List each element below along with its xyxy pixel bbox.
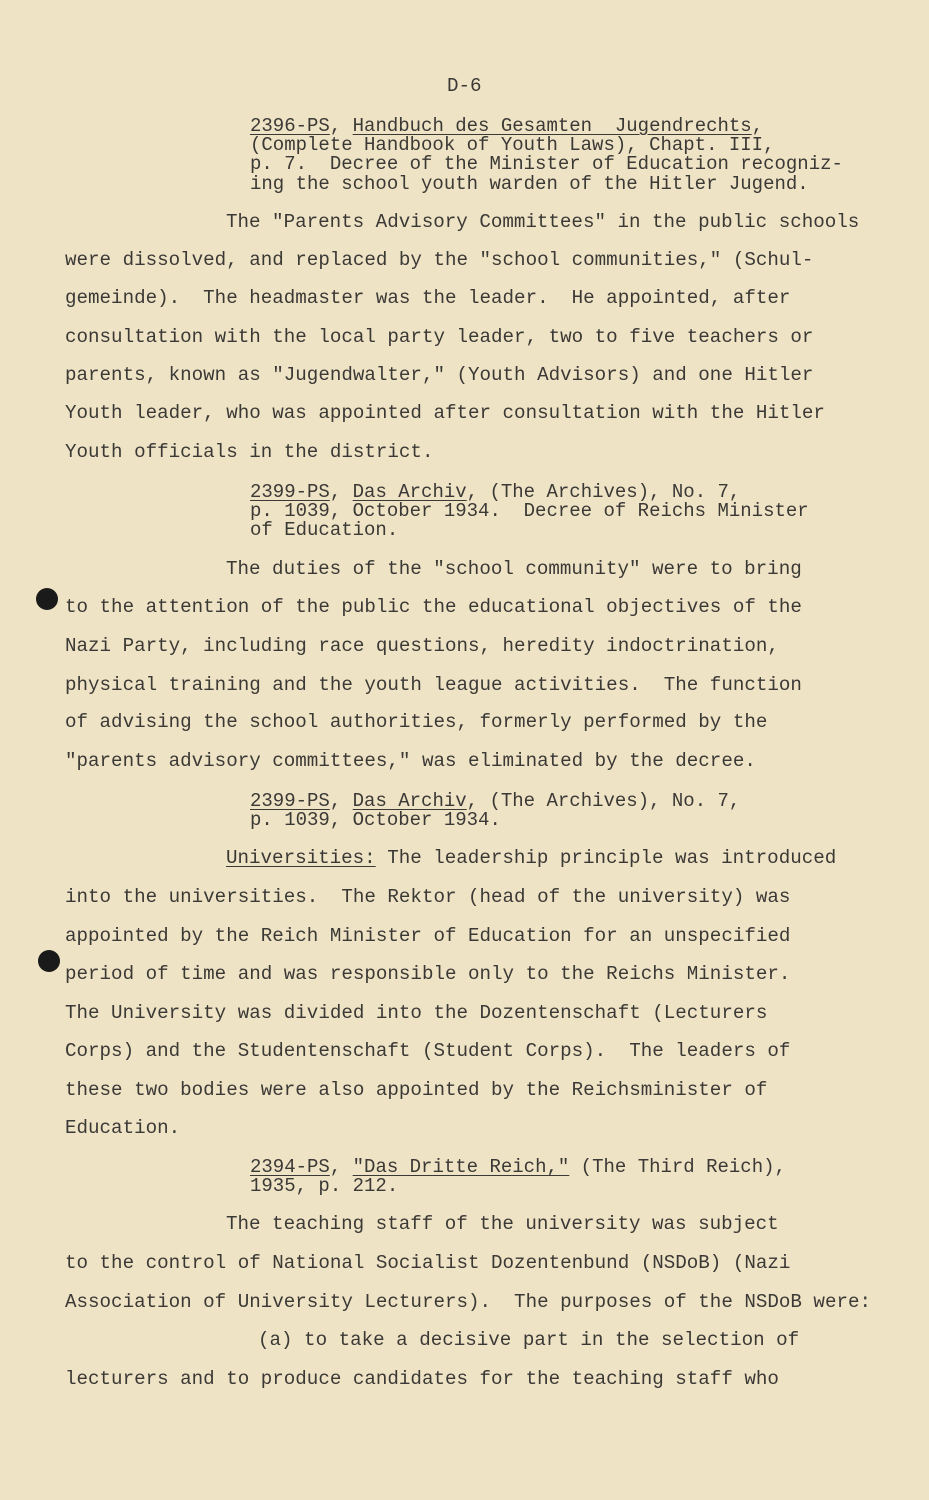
body-line: lecturers and to produce candidates for the teaching staff who bbox=[65, 1368, 779, 1390]
page-number: D-6 bbox=[447, 75, 482, 97]
body-line: (a) to take a decisive part in the selection of bbox=[258, 1329, 800, 1351]
citation-line: 2396-PS, Handbuch des Gesamten Jugendrechts, bbox=[250, 115, 764, 137]
body-line: "parents advisory committees," was eliminated by the decree. bbox=[65, 750, 756, 772]
body-line: consultation with the local party leader, two to five teachers or bbox=[65, 326, 814, 348]
body-line: Youth leader, who was appointed after consultation with the Hitler bbox=[65, 402, 825, 424]
punch-hole bbox=[38, 950, 60, 972]
body-line: Corps) and the Studentenschaft (Student Corps). The leaders of bbox=[65, 1040, 791, 1062]
body-line: The "Parents Advisory Committees" in the public schools bbox=[226, 211, 860, 233]
citation-line: p. 7. Decree of the Minister of Education recogniz- bbox=[250, 153, 843, 175]
body-line: these two bodies were also appointed by the Reichsminister of bbox=[65, 1079, 768, 1101]
citation-text: , (The Archives), No. 7, bbox=[466, 481, 741, 503]
body-line: The duties of the "school community" were to bring bbox=[226, 558, 802, 580]
body-line: Youth officials in the district. bbox=[65, 441, 434, 463]
body-line: Nazi Party, including race questions, heredity indoctrination, bbox=[65, 635, 779, 657]
citation-title: Das Archiv bbox=[352, 790, 467, 812]
body-line: to the attention of the public the educational objectives of the bbox=[65, 596, 802, 618]
body-line: parents, known as "Jugendwalter," (Youth Advisors) and one Hitler bbox=[65, 364, 814, 386]
citation-line: 1935, p. 212. bbox=[250, 1175, 399, 1197]
body-line: period of time and was responsible only to the Reichs Minister. bbox=[65, 963, 791, 985]
body-line: of advising the school authorities, formerly performed by the bbox=[65, 711, 768, 733]
section-heading: Universities: bbox=[226, 847, 376, 869]
body-line: Education. bbox=[65, 1117, 181, 1139]
citation-text: , (The Archives), No. 7, bbox=[466, 790, 741, 812]
citation-line: p. 1039, October 1934. Decree of Reichs Minister bbox=[250, 500, 809, 522]
citation-ref: 2399-PS bbox=[250, 481, 330, 503]
body-line bbox=[226, 848, 836, 868]
body-line: into the universities. The Rektor (head of the university) was bbox=[65, 886, 791, 908]
punch-hole bbox=[36, 588, 58, 610]
body-line: The University was divided into the Dozentenschaft (Lecturers bbox=[65, 1002, 768, 1024]
citation-title: Das Archiv bbox=[352, 481, 467, 503]
body-line: Association of University Lecturers). The purposes of the NSDoB were: bbox=[65, 1291, 872, 1313]
body-line: The teaching staff of the university was subject bbox=[226, 1213, 779, 1235]
citation-ref: 2399-PS bbox=[250, 790, 330, 812]
citation-title: "Das Dritte Reich," bbox=[352, 1156, 570, 1178]
citation-line: of Education. bbox=[250, 519, 399, 541]
body-text: The leadership principle was introduced bbox=[375, 847, 837, 869]
body-line: were dissolved, and replaced by the "school communities," (Schul- bbox=[65, 249, 814, 271]
citation-line: ing the school youth warden of the Hitler Jugend. bbox=[250, 173, 809, 195]
citation-line: 2399-PS, Das Archiv, (The Archives), No. 7, bbox=[250, 790, 741, 812]
citation-line: p. 1039, October 1934. bbox=[250, 809, 501, 831]
citation-title: Handbuch des Gesamten Jugendrechts bbox=[352, 115, 752, 137]
body-line: appointed by the Reich Minister of Education for an unspecified bbox=[65, 925, 791, 947]
citation-text: (The Third Reich), bbox=[569, 1156, 786, 1178]
citation-ref: 2396-PS bbox=[250, 115, 330, 137]
citation-ref: 2394-PS bbox=[250, 1156, 330, 1178]
citation-line: 2399-PS, Das Archiv, (The Archives), No. 7, bbox=[250, 481, 741, 503]
citation-line: 2394-PS, "Das Dritte Reich," (The Third Reich), bbox=[250, 1156, 786, 1178]
body-line: gemeinde). The headmaster was the leader. He appointed, after bbox=[65, 287, 791, 309]
body-line: physical training and the youth league activities. The function bbox=[65, 674, 802, 696]
body-line: to the control of National Socialist Dozentenbund (NSDoB) (Nazi bbox=[65, 1252, 791, 1274]
citation-line: (Complete Handbook of Youth Laws), Chapt. III, bbox=[250, 134, 775, 156]
